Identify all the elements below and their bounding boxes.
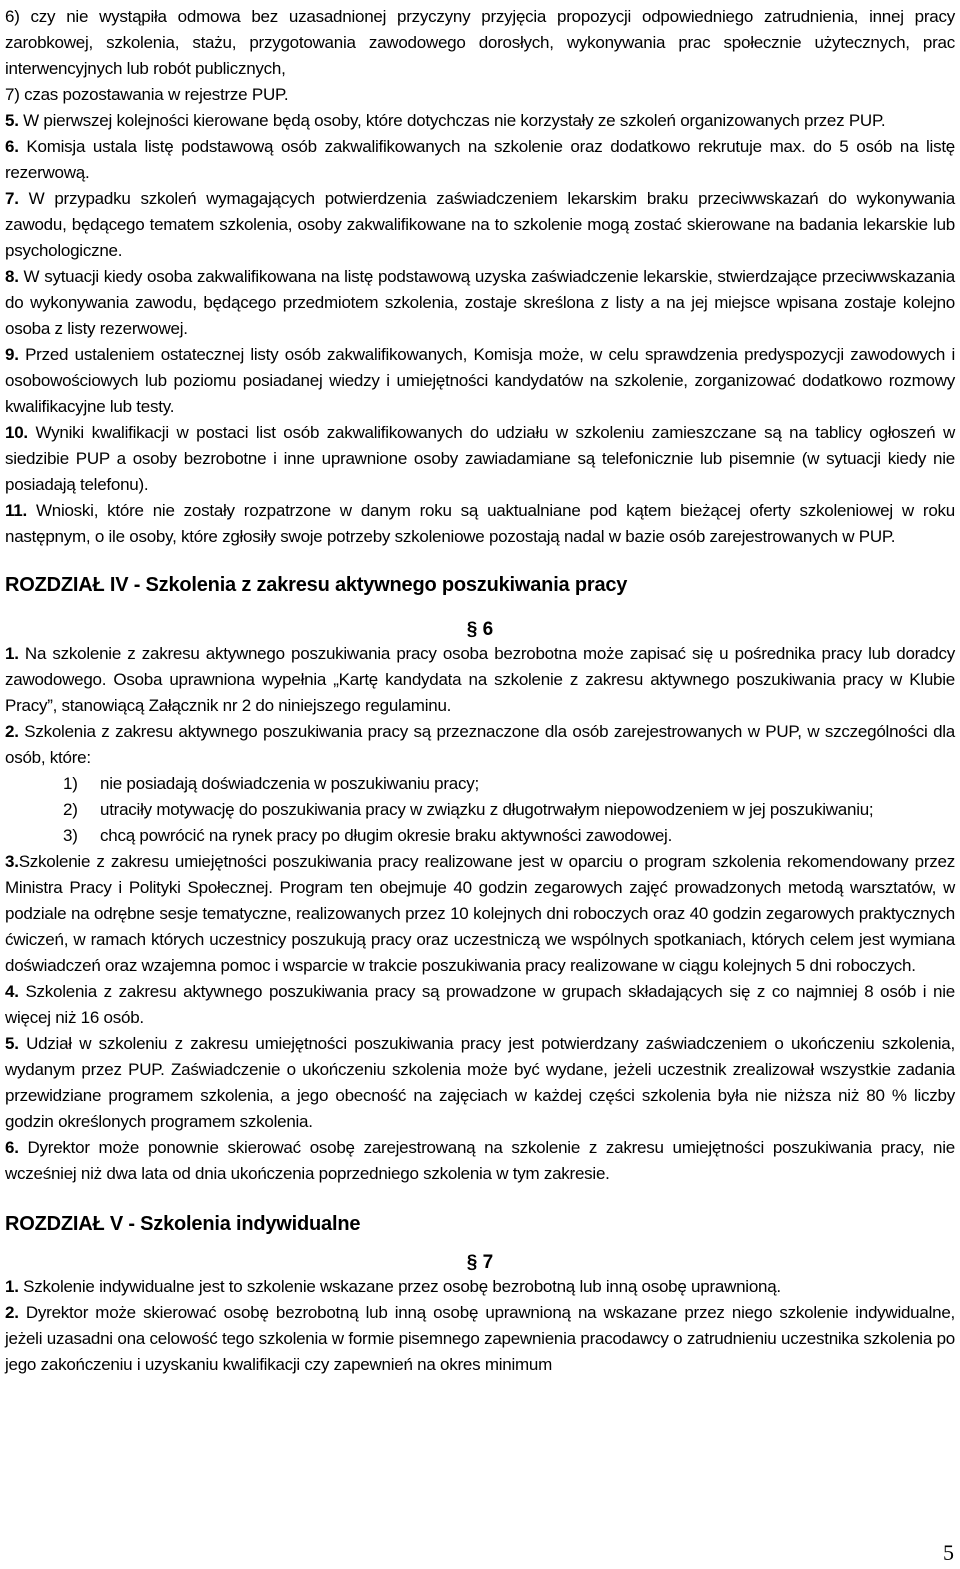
document-page xyxy=(5,4,955,1378)
item-number: 3. xyxy=(5,852,19,871)
item-number: 7. xyxy=(5,189,19,208)
list-item xyxy=(5,823,955,849)
list-item-number: 3) xyxy=(63,826,78,845)
item-text: Szkolenie indywidualne jest to szkolenie wskazane przez osobę bezrobotną lub inną osobę uprawnioną. xyxy=(18,1277,781,1296)
chapter-4-heading: ROZDZIAŁ IV - Szkolenia z zakresu aktywnego poszukiwania pracy xyxy=(5,574,628,596)
ch4-item-5 xyxy=(5,1031,955,1135)
paragraph-item-5 xyxy=(5,108,955,134)
item-text: Szkolenia z zakresu aktywnego poszukiwania pracy są przeznaczone dla osób zarejestrowanych w PUP, w szczególności dla osób, które: xyxy=(5,722,955,767)
item-number: 6. xyxy=(5,137,19,156)
ch4-item-3 xyxy=(5,849,955,979)
list-item xyxy=(5,771,955,797)
item-number: 11. xyxy=(5,501,27,520)
item-text: Wyniki kwalifikacji w postaci list osób zakwalifikowanych do udziału w szkoleniu zamieszczane są na tablicy ogłoszeń w siedzibie PUP a osoby bezrobotne i inne uprawnione osoby zawiadamiane są telefonicznie lub pisemnie (w sytuacji kiedy nie posiadają telefonu). xyxy=(5,423,955,494)
item-text: W pierwszej kolejności kierowane będą osoby, które dotychczas nie korzystały ze szkoleń organizowanych przez PUP. xyxy=(18,111,886,130)
section-7-mark: § 7 xyxy=(466,1252,494,1273)
item-text: Udział w szkoleniu z zakresu umiejętności poszukiwania pracy jest potwierdzany zaświadczeniem o ukończeniu szkolenia, wydanym przez PUP. Zaświadczenie o ukończeniu szkolenia może być wydane, jeżeli uczestnik zrealizował wszystkie zadania przewidziane programem szkolenia, a jego obecność na zajęciach w każdej części szkolenia była nie niższa niż 80 % liczby godzin określonych programem szkolenia. xyxy=(5,1034,955,1131)
ch4-item-2 xyxy=(5,719,955,771)
item-number: 5. xyxy=(5,1034,19,1053)
item-number: 6. xyxy=(5,1138,19,1157)
list-item-number: 2) xyxy=(63,800,78,819)
item-text: W sytuacji kiedy osoba zakwalifikowana na listę podstawową uzyska zaświadczenie lekarskie, stwierdzające przeciwwskazania do wykonywania zawodu, będącego przedmiotem szkolenia, zostaje skreślona z listy a na jej miejsce wpisana zostaje kolejno osoba z listy rezerwowej. xyxy=(5,267,955,338)
ch5-item-2 xyxy=(5,1300,955,1378)
list-item xyxy=(5,797,955,823)
page-number: 5 xyxy=(943,1540,954,1565)
item-text: Dyrektor może skierować osobę bezrobotną lub inną osobę uprawnioną na wskazane przez niego szkolenie indywidualne, jeżeli uzasadni ona celowość tego szkolenia w formie pisemnego zapewnienia pracodawcy o zatrudnieniu uczestnika szkolenia po jego zakończeniu i uzyskaniu kwalifikacji czy zapewnień na okres minimum xyxy=(5,1303,955,1374)
item-text: Szkolenia z zakresu aktywnego poszukiwania pracy są prowadzone w grupach składających się z co najmniej 8 osób i nie więcej niż 16 osób. xyxy=(5,982,955,1027)
item-number: 4. xyxy=(5,982,19,1001)
item-text: Szkolenie z zakresu umiejętności poszukiwania pracy realizowane jest w oparciu o program szkolenia rekomendowany przez Ministra Pracy i Polityki Społecznej. Program ten obejmuje 40 godzin zegarowych zajęć prowadzonych metodą warsztatów, w podziale na odrębne sesje tematyczne, realizowanych przez 10 kolejnych dni roboczych oraz 40 godzin zegarowych praktycznych ćwiczeń, w ramach których uczestnicy poszukują pracy oraz uczestniczą we wspólnych spotkaniach, których celem jest wymiana doświadczeń oraz wzajemna pomoc i wsparcie w trakcie poszukiwania pracy realizowane w ciągu kolejnych 5 dni roboczych. xyxy=(5,852,955,975)
item-text: Dyrektor może ponownie skierować osobę zarejestrowaną na szkolenie z zakresu umiejętności poszukiwania pracy, nie wcześniej niż dwa lata od dnia ukończenia poprzedniego szkolenia w tym zakresie. xyxy=(5,1138,955,1183)
ch4-sublist xyxy=(5,771,955,849)
item-number: 2. xyxy=(5,1303,19,1322)
item-number: 1. xyxy=(5,644,19,663)
chapter-5-heading: ROZDZIAŁ V - Szkolenia indywidualne xyxy=(5,1213,361,1235)
list-item-text: nie posiadają doświadczenia w poszukiwaniu pracy; xyxy=(100,774,479,793)
paragraph-item-6 xyxy=(5,134,955,186)
section-6-mark: § 6 xyxy=(466,619,494,640)
item-text: Wnioski, które nie zostały rozpatrzone w danym roku są uaktualniane pod kątem bieżącej oferty szkoleniowej w roku następnym, o ile osoby, które zgłosiły swoje potrzeby szkoleniowe pozostają nadal w bazie osób zarejestrowanych w PUP. xyxy=(5,501,955,546)
list-item-text: chcą powrócić na rynek pracy po długim okresie braku aktywności zawodowej. xyxy=(100,826,673,845)
paragraph-item-11 xyxy=(5,498,955,550)
item-text: W przypadku szkoleń wymagających potwierdzenia zaświadczeniem lekarskim braku przeciwwskazań do wykonywania zawodu, będącego tematem szkolenia, osoby zakwalifikowane na to szkolenie mogą zostać skierowane na badania lekarskie lub psychologiczne. xyxy=(5,189,955,260)
ch4-item-1 xyxy=(5,641,955,719)
item-number: 9. xyxy=(5,345,19,364)
ch4-item-6 xyxy=(5,1135,955,1187)
paragraph-criterion-7: 7) czas pozostawania w rejestrze PUP. xyxy=(5,85,289,104)
list-item-text: utraciły motywację do poszukiwania pracy w związku z długotrwałym niepowodzeniem w jej poszukiwaniu; xyxy=(100,800,874,819)
ch5-item-1 xyxy=(5,1274,955,1300)
item-text: Przed ustaleniem ostatecznej listy osób zakwalifikowanych, Komisja może, w celu sprawdzenia predyspozycji zawodowych i osobowościowych lub poziomu posiadanej wiedzy i umiejętności kandydatów na szkolenie, zorganizować dodatkowo rozmowy kwalifikacyjne lub testy. xyxy=(5,345,955,416)
item-text: Komisja ustala listę podstawową osób zakwalifikowanych na szkolenie oraz dodatkowo rekrutuje max. do 5 osób na listę rezerwową. xyxy=(5,137,955,182)
paragraph-item-8 xyxy=(5,264,955,342)
paragraph-criterion-6: 6) czy nie wystąpiła odmowa bez uzasadnionej przyczyny przyjęcia propozycji odpowiedniego zatrudnienia, innej pracy zarobkowej, szkolenia, stażu, przygotowania zawodowego dorosłych, wykonywania prac społecznie użytecznych, prac interwencyjnych lub robót publicznych, xyxy=(5,7,955,78)
paragraph-item-10 xyxy=(5,420,955,498)
item-number: 1. xyxy=(5,1277,19,1296)
item-number: 8. xyxy=(5,267,19,286)
item-number: 10. xyxy=(5,423,28,442)
item-number: 2. xyxy=(5,722,19,741)
item-number: 5. xyxy=(5,111,19,130)
ch4-item-4 xyxy=(5,979,955,1031)
item-text: Na szkolenie z zakresu aktywnego poszukiwania pracy osoba bezrobotna może zapisać się u pośrednika pracy lub doradcy zawodowego. Osoba uprawniona wypełnia „Kartę kandydata na szkolenie z zakresu aktywnego poszukiwania pracy w Klubie Pracy”, stanowiącą Załącznik nr 2 do niniejszego regulaminu. xyxy=(5,644,955,715)
paragraph-item-9 xyxy=(5,342,955,420)
list-item-number: 1) xyxy=(63,774,78,793)
paragraph-item-7 xyxy=(5,186,955,264)
